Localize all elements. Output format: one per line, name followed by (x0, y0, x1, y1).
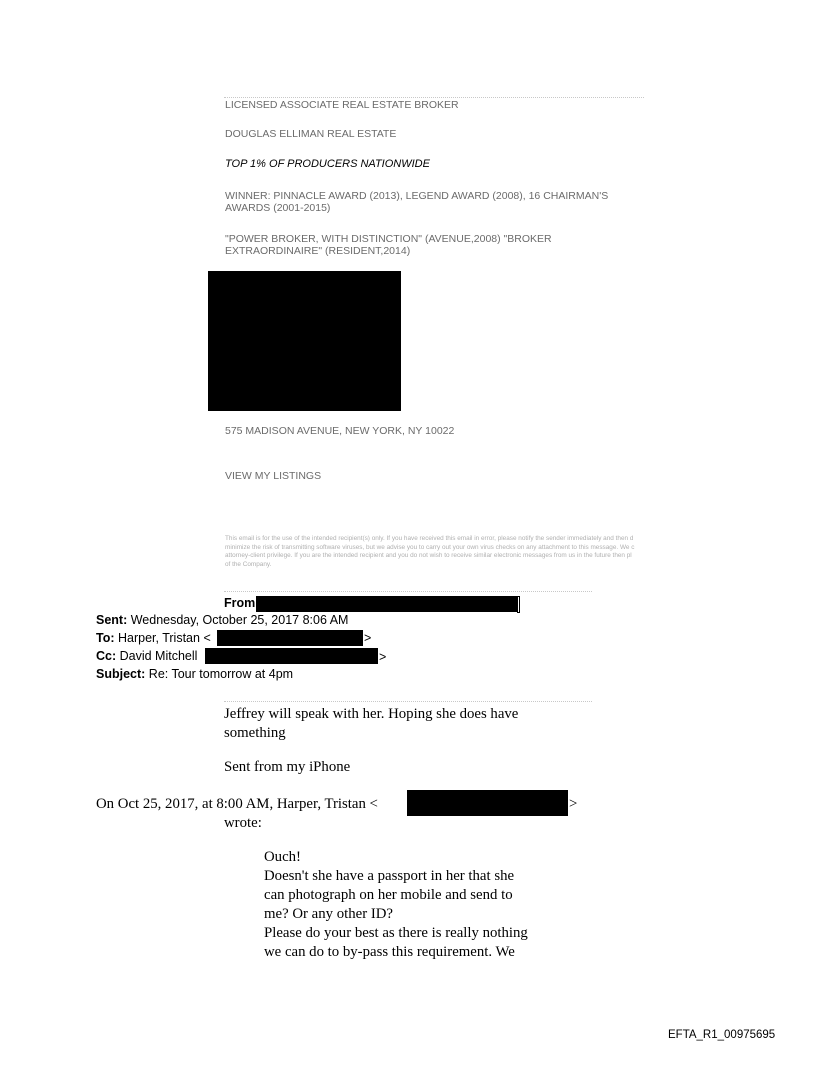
from-row (224, 595, 255, 611)
redacted-quote-email (407, 790, 568, 816)
redacted-image (208, 271, 401, 411)
disclaimer-line: minimize the risk of transmitting software viruses, but we advise you to carry out your own virus checks on any attachment to this message. We c (225, 543, 635, 551)
broker-title: LICENSED ASSOCIATE REAL ESTATE BROKER (225, 99, 459, 111)
quoted-line: Ouch! (264, 849, 301, 865)
quoted-line: we can do to by-pass this requirement. We (264, 944, 515, 960)
sent-row (96, 612, 348, 628)
quoted-line: can photograph on her mobile and send to (264, 887, 513, 903)
awards-text: WINNER: PINNACLE AWARD (2013), LEGEND AWARD (2008), 16 CHAIRMAN'S AWARDS (2001-2015) (225, 190, 609, 214)
quoted-line: Doesn't she have a passport in her that she (264, 868, 515, 884)
disclaimer (225, 535, 816, 569)
press-quotes: "POWER BROKER, WITH DISTINCTION" (AVENUE,2008) "BROKER EXTRAORDINAIRE" (RESIDENT,2014) (225, 233, 552, 257)
header-bottom-rule (224, 701, 592, 702)
quote-intro-end: > (569, 796, 578, 812)
quote-intro: On Oct 25, 2017, at 8:00 AM, Harper, Tristan < (96, 796, 378, 812)
cc-end: > (379, 650, 387, 664)
cc-row (96, 648, 197, 664)
to-end: > (364, 631, 372, 645)
disclaimer-line: attorney-client privilege. If you are the intended recipient and you do not wish to receive similar electronic messages from us in the future then pl (225, 552, 632, 560)
company-name: DOUGLAS ELLIMAN REAL ESTATE (225, 128, 397, 140)
subject-row (96, 666, 293, 682)
disclaimer-line: This email is for the use of the intended recipient(s) only. If you have received this email in error, please notify the sender immediately and then d (225, 535, 634, 542)
office-address: 575 MADISON AVENUE, NEW YORK, NY 10022 (225, 425, 455, 437)
disclaimer-line: of the Company. (225, 560, 272, 568)
from-label: From (224, 596, 256, 610)
subject-value: Re: Tour tomorrow at 4pm (145, 667, 294, 681)
disclaimer-bottom-rule (224, 591, 592, 592)
subject-label: Subject: (96, 667, 146, 681)
cc-label: Cc: (96, 649, 117, 663)
redacted-cc-email (205, 648, 378, 664)
sent-label: Sent: (96, 613, 128, 627)
to-row (96, 630, 211, 646)
redacted-to-email (217, 630, 363, 646)
quote-intro-wrote: wrote: (224, 815, 262, 831)
to-label: To: (96, 631, 115, 645)
body-line: Jeffrey will speak with her. Hoping she does have (224, 706, 519, 722)
body-line: something (224, 725, 286, 741)
document-id: EFTA_R1_00975695 (668, 1029, 776, 1041)
sent-from-signature: Sent from my iPhone (224, 759, 351, 775)
cc-value: David Mitchell (116, 649, 198, 663)
redaction-bracket (517, 596, 520, 613)
quoted-message (264, 848, 528, 962)
view-listings-link[interactable]: VIEW MY LISTINGS (225, 470, 322, 482)
tagline: TOP 1% OF PRODUCERS NATIONWIDE (225, 158, 430, 170)
quoted-line: Please do your best as there is really nothing (264, 925, 528, 941)
redacted-from (256, 596, 518, 612)
to-value: Harper, Tristan < (114, 631, 211, 645)
quoted-line: me? Or any other ID? (264, 906, 394, 922)
sent-value: Wednesday, October 25, 2017 8:06 AM (127, 613, 349, 627)
signature-top-rule (224, 97, 644, 98)
